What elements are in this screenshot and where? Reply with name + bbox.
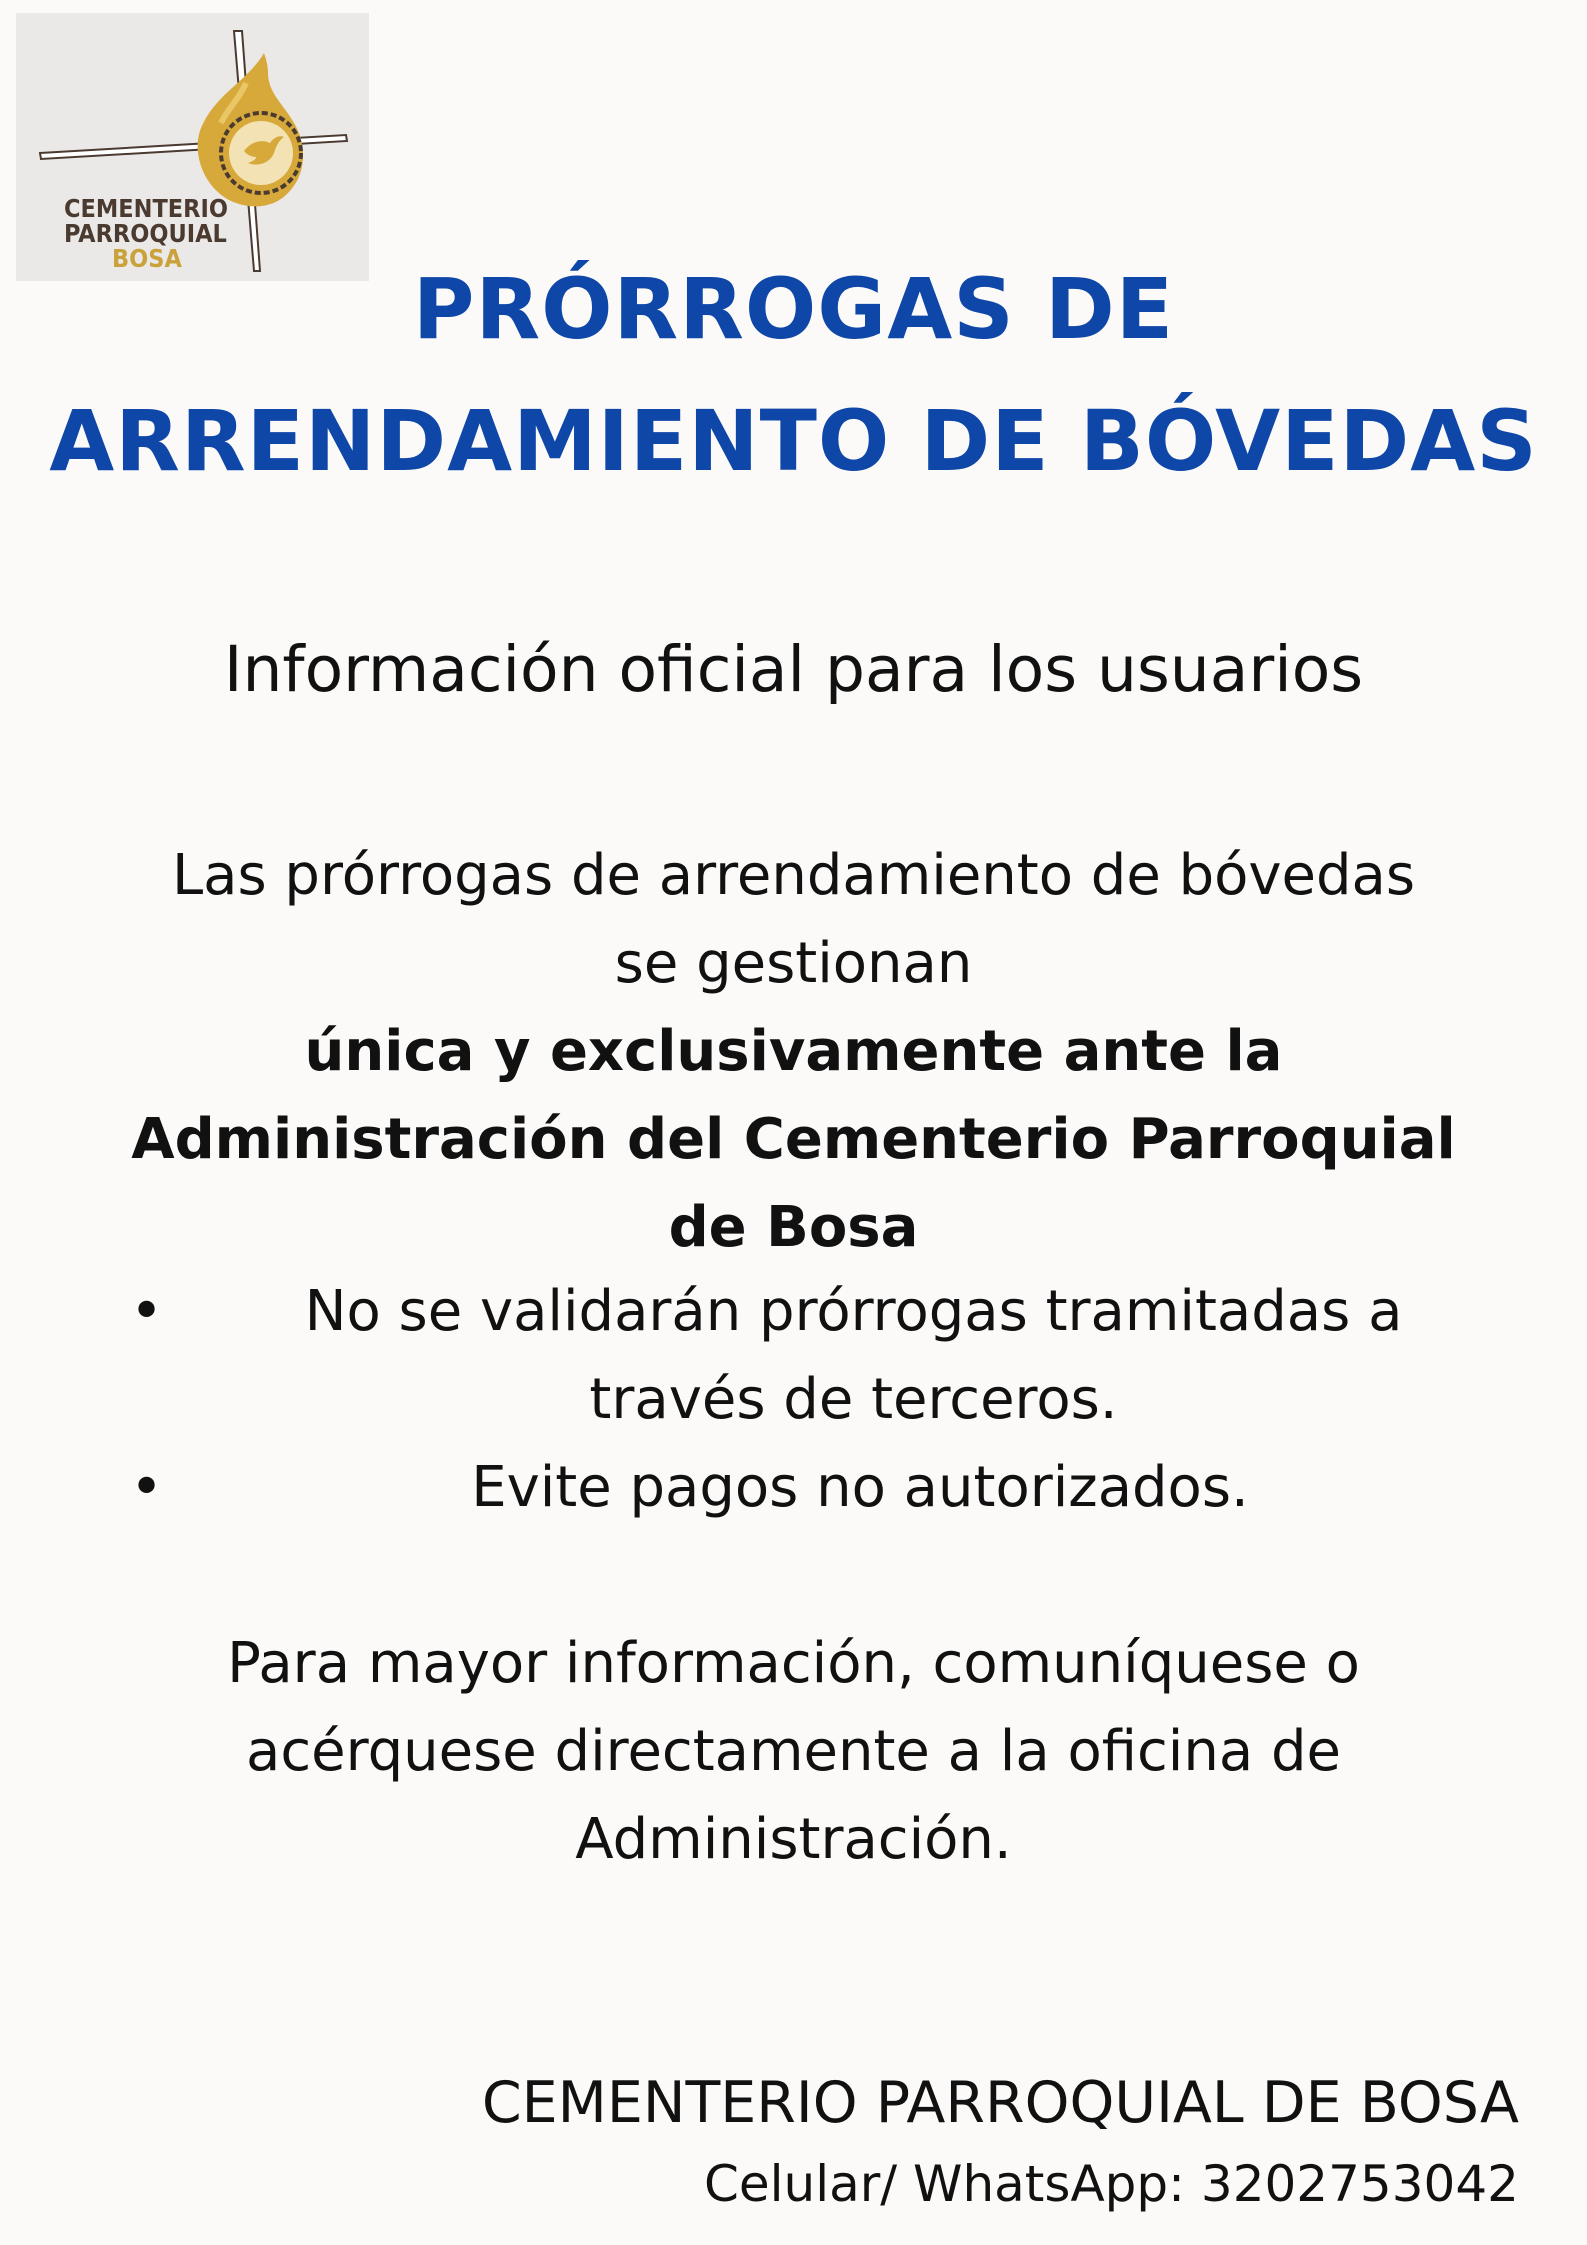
notice-line-2: se gestionan xyxy=(614,931,973,996)
list-item xyxy=(0,1444,1587,1532)
notice-line-1: Las prórrogas de arrendamiento de bóvedas xyxy=(171,843,1416,908)
cemetery-logo xyxy=(16,13,369,281)
bullet-1-line-1: No se validarán prórrogas tramitadas a xyxy=(304,1279,1403,1344)
notice-bold-line-3: de Bosa xyxy=(668,1195,919,1260)
list-item xyxy=(0,1268,1587,1444)
bullet-1-line-2: través de terceros. xyxy=(589,1367,1118,1432)
bullet-2-line-1: Evite pagos no autorizados. xyxy=(471,1455,1249,1520)
title-line-1: PRÓRROGAS DE xyxy=(412,260,1175,358)
signature-block xyxy=(482,2060,1519,2222)
notice-bold-line-1: única y exclusivamente ante la xyxy=(304,1019,1283,1084)
page-title xyxy=(0,243,1587,507)
logo-line-1: CEMENTERIO xyxy=(64,194,228,223)
organization-name: CEMENTERIO PARROQUIAL DE BOSA xyxy=(481,2070,1519,2136)
title-line-2: ARRENDAMIENTO DE BÓVEDAS xyxy=(49,392,1538,490)
bullet-icon: • xyxy=(130,1279,164,1344)
main-notice xyxy=(0,832,1587,1272)
bullet-icon: • xyxy=(130,1455,164,1520)
info-line-3: Administración. xyxy=(575,1807,1012,1872)
contact-instructions xyxy=(0,1620,1587,1884)
logo-line-2: PARROQUIAL xyxy=(64,219,227,248)
info-line-2: acérquese directamente a la oficina de xyxy=(246,1719,1341,1784)
subtitle: Información oficial para los usuarios xyxy=(223,633,1364,706)
contact-phone: Celular/ WhatsApp: 3202753042 xyxy=(703,2155,1519,2213)
notice-bold-line-2: Administración del Cementerio Parroquial xyxy=(131,1107,1456,1172)
logo-line-3: BOSA xyxy=(112,244,182,273)
bullet-list xyxy=(0,1268,1587,1532)
info-line-1: Para mayor información, comuníquese o xyxy=(227,1631,1360,1696)
